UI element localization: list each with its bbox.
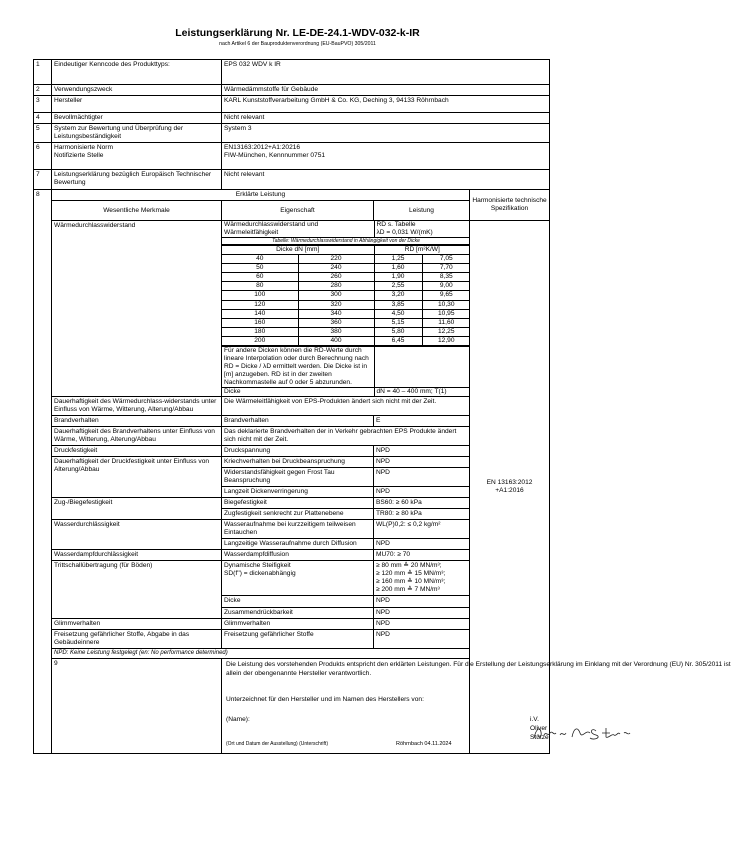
place-date-label: (Ort und Datum der Ausstellung) (Unterschrift) bbox=[226, 740, 328, 747]
leist-steifigkeit-3: ≥ 160 mm ≙ 10 MN/m³; bbox=[376, 578, 446, 586]
thickness-cell: 9,00 bbox=[422, 282, 470, 291]
section-8-number: 8 bbox=[34, 190, 52, 754]
row-1-label: Eindeutiger Kenncode des Produkttyps: bbox=[52, 60, 222, 85]
thickness-cell: 3,20 bbox=[374, 291, 422, 300]
col-header-eigenschaft: Eigenschaft bbox=[222, 201, 374, 221]
leist-steifigkeit-4: ≥ 200 mm ≙ 7 MN/m³ bbox=[376, 586, 440, 594]
leist-wasser-lang: NPD bbox=[374, 539, 470, 550]
merkmal-dauer-druck: Dauerhaftigkeit der Druckfestigkeit unter Einfluss von Alterung/Abbau bbox=[52, 457, 222, 498]
merkmal-wasser: Wasserdurchlässigkeit bbox=[52, 520, 222, 550]
merkmal-waermedurchlass: Wärmedurchlasswiderstand bbox=[52, 221, 222, 397]
eig-tritt-dicke: Dicke bbox=[222, 596, 374, 607]
thickness-row bbox=[222, 300, 470, 309]
leist-steifigkeit-1: ≥ 80 mm ≙ 20 MN/m³; bbox=[376, 562, 442, 570]
eig-zusammendrueck: Zusammendrückbarkeit bbox=[222, 607, 374, 618]
thickness-row bbox=[222, 282, 470, 291]
eig-steifigkeit: Dynamische Steifigkeit bbox=[224, 562, 291, 570]
signature-icon bbox=[530, 723, 650, 743]
thickness-cell: 400 bbox=[298, 336, 374, 345]
eig-dicke: Dicke bbox=[222, 387, 374, 396]
npd-note-row bbox=[34, 648, 550, 658]
row-4: 4 Bevollmächtigter Nicht relevant bbox=[34, 113, 550, 124]
thickness-cell: 1,90 bbox=[374, 273, 422, 282]
merkmal-dampf: Wasserdampfdurchlässigkeit bbox=[52, 550, 222, 561]
place-date-value: Röhrnbach 04.11.2024 bbox=[396, 740, 452, 747]
section-8-title-row bbox=[34, 190, 550, 201]
merkmal-zug: Zug-/Biegefestigkeit bbox=[52, 498, 222, 520]
merkmal-gefahr: Freisetzung gefährlicher Stoffe, Abgabe in das Gebäudeinnere bbox=[52, 629, 222, 648]
section-9-number: 9 bbox=[52, 658, 222, 753]
eig-steifigkeit-sd: SD(f'') = dickenabhängig bbox=[224, 570, 296, 578]
merkmal-druck: Druckfestigkeit bbox=[52, 446, 222, 457]
leist-zugfestigkeit: TR80: ≥ 80 kPa bbox=[374, 509, 470, 520]
eig-glimm: Glimmverhalten bbox=[222, 618, 374, 629]
leist-frost: NPD bbox=[374, 468, 470, 487]
npd-note: NPD: Keine Leistung festgelegt (en: No performance determined) bbox=[52, 648, 550, 658]
thickness-cell: 1,60 bbox=[374, 264, 422, 273]
leist-biege: BS60: ≥ 60 kPa bbox=[374, 498, 470, 509]
section-9-text: Die Leistung des vorstehenden Produkts entspricht den erklärten Leistungen. Für die Erstellung der Leistungserklärung im Einklang mit der Verordnung (EU) Nr. 305/2011 ist allein der obengenannte Hersteller verantwortlich. bbox=[226, 660, 731, 677]
row-2-value: Wärmedämmstoffe für Gebäude bbox=[222, 85, 550, 96]
row-2: 2 Verwendungszweck Wärmedämmstoffe für Gebäude bbox=[34, 85, 550, 96]
row-3: 3 Hersteller KARL Kunststoffverarbeitung GmbH & Co. KG, Deching 3, 94133 Röhrnbach bbox=[34, 96, 550, 113]
thickness-cell: 12,90 bbox=[422, 336, 470, 345]
row-7: 7 Leistungserklärung bezüglich Europäisch Technischer Bewertung Nicht relevant bbox=[34, 170, 550, 190]
eig-wasser-kurz: Wasseraufnahme bei kurzzeitigem teilweisen Eintauchen bbox=[222, 520, 374, 539]
thickness-cell: 160 bbox=[222, 318, 298, 327]
thickness-cell: 300 bbox=[298, 291, 374, 300]
thickness-cell: 380 bbox=[298, 327, 374, 336]
thickness-cell: 340 bbox=[298, 309, 374, 318]
thickness-cell: 5,80 bbox=[374, 327, 422, 336]
merkmal-glimm: Glimmverhalten bbox=[52, 618, 222, 629]
row-1-value: EPS 032 WDV k IR bbox=[222, 60, 550, 85]
leist-gefahr: NPD bbox=[374, 629, 470, 648]
section-9-row bbox=[34, 658, 550, 753]
row-1: 1 Eindeutiger Kenncode des Produkttyps: EPS 032 WDV k IR bbox=[34, 60, 550, 85]
row-4-label: Bevollmächtigter bbox=[52, 113, 222, 124]
thickness-note: Für andere Dicken können die RD-Werte durch lineare Interpolation oder durch Berechnung nach RD = Dicke / λD ermittelt werden. Die Dicke ist in [m] anzugeben. RD ist in der zweiten Nachkommastelle auf 0 oder 5 abzurunden. bbox=[222, 346, 374, 387]
thickness-cell: 9,65 bbox=[422, 291, 470, 300]
name-label: (Name): bbox=[226, 715, 250, 723]
text-dauerhaft-wd: Die Wärmeleitfähigkeit von EPS-Produkten ändert sich nicht mit der Zeit. bbox=[222, 396, 470, 415]
eig-brand: Brandverhalten bbox=[222, 415, 374, 426]
thickness-col-rd: RD [m²K/W] bbox=[374, 246, 470, 255]
leist-lambda: λD = 0,031 W/(mK) bbox=[376, 229, 433, 237]
thickness-cell: 360 bbox=[298, 318, 374, 327]
eig-frost: Widerstandsfähigkeit gegen Frost Tau Beanspruchung bbox=[222, 468, 374, 487]
col-header-merkmale: Wesentliche Merkmale bbox=[52, 201, 222, 221]
thickness-cell: 5,15 bbox=[374, 318, 422, 327]
eig-wasser-lang: Langzeitige Wasseraufnahme durch Diffusion bbox=[222, 539, 374, 550]
leist-steifigkeit-2: ≥ 120 mm ≙ 15 MN/m³; bbox=[376, 570, 446, 578]
leist-tritt-dicke: NPD bbox=[374, 596, 470, 607]
thickness-cell: 8,35 bbox=[422, 273, 470, 282]
col-header-spez: Harmonisierte technische Spezifikation bbox=[470, 190, 550, 221]
thickness-cell: 280 bbox=[298, 282, 374, 291]
eig-biege: Biegefestigkeit bbox=[222, 498, 374, 509]
row-6-value-stelle: FIW-München, Kennnummer 0751 bbox=[224, 152, 326, 160]
thickness-row bbox=[222, 318, 470, 327]
waermedurchlass-detail bbox=[222, 221, 470, 396]
waermedurchlass-row bbox=[34, 221, 550, 397]
thickness-cell: 50 bbox=[222, 264, 298, 273]
row-4-value: Nicht relevant bbox=[222, 113, 550, 124]
signed-for: Unterzeichnet für den Hersteller und im Namen des Herstellers von: bbox=[226, 695, 424, 703]
row-3-value: KARL Kunststoffverarbeitung GmbH & Co. KG, Deching 3, 94133 Röhrnbach bbox=[222, 96, 550, 113]
thickness-cell: 180 bbox=[222, 327, 298, 336]
thickness-cell: 7,70 bbox=[422, 264, 470, 273]
row-5-value: System 3 bbox=[222, 124, 550, 143]
row-7-label: Leistungserklärung bezüglich Europäisch Technischer Bewertung bbox=[52, 170, 222, 190]
row-6-value-norm: EN13163:2012+A1:20216 bbox=[224, 144, 301, 152]
thickness-row bbox=[222, 273, 470, 282]
thickness-cell: 2,55 bbox=[374, 282, 422, 291]
name-value: i.V. Oliver Stütze bbox=[530, 715, 549, 741]
thickness-cell: 11,60 bbox=[422, 318, 470, 327]
leist-glimm: NPD bbox=[374, 618, 470, 629]
thickness-row bbox=[222, 336, 470, 345]
leist-rd: RD s. Tabelle bbox=[376, 221, 416, 229]
thickness-cell: 200 bbox=[222, 336, 298, 345]
thickness-row bbox=[222, 327, 470, 336]
leist-langzeit-dicke: NPD bbox=[374, 487, 470, 498]
eig-langzeit-dicke: Langzeit Dickenverringerung bbox=[222, 487, 374, 498]
merkmal-tritt: Trittschallübertragung (für Böden) bbox=[52, 561, 222, 618]
eig-gefahr: Freisetzung gefährlicher Stoffe bbox=[222, 629, 374, 648]
section-8-title: Erklärte Leistung bbox=[52, 190, 470, 201]
thickness-cell: 10,30 bbox=[422, 300, 470, 309]
eig-druck: Druckspannung bbox=[222, 446, 374, 457]
leist-dicke: dN = 40 – 400 mm; T(1) bbox=[374, 387, 470, 396]
thickness-cell: 100 bbox=[222, 291, 298, 300]
thickness-table bbox=[222, 245, 470, 345]
page-subtitle: nach Artikel 6 der Bauproduktenverordnung (EU-BauPVO) 305/2011 bbox=[219, 41, 376, 47]
merkmal-dauer-brand: Dauerhaftigkeit des Brandverhaltens unter Einfluss von Wärme, Witterung, Alterung/Abbau bbox=[52, 426, 222, 445]
thickness-cell: 140 bbox=[222, 309, 298, 318]
thickness-cell: 12,25 bbox=[422, 327, 470, 336]
thickness-cell: 260 bbox=[298, 273, 374, 282]
text-dauer-brand: Das deklarierte Brandverhalten der in Verkehr gebrachten EPS Produkte ändert sich nicht mit der Zeit. bbox=[222, 426, 470, 445]
thickness-cell: 10,95 bbox=[422, 309, 470, 318]
thickness-cell: 60 bbox=[222, 273, 298, 282]
eig-waermedurchlass: Wärmedurchlasswiderstand und Wärmeleitfähigkeit bbox=[222, 221, 374, 238]
row-7-value: Nicht relevant bbox=[222, 170, 550, 190]
row-2-label: Verwendungszweck bbox=[52, 85, 222, 96]
thickness-table-caption: Tabelle: Wärmedurchlasswiderstand in Abhängigkeit von der Dicke bbox=[222, 238, 470, 245]
thickness-row bbox=[222, 255, 470, 264]
row-6: 6 Harmonisierte Norm Notifizierte Stelle EN13163:2012+A1:20216 FIW-München, Kennnummer 0751 bbox=[34, 143, 550, 170]
leist-brand: E bbox=[374, 415, 470, 426]
thickness-cell: 220 bbox=[298, 255, 374, 264]
row-6-label-norm: Harmonisierte Norm bbox=[54, 144, 113, 152]
eig-kriech: Kriechverhalten bei Druckbeanspruchung bbox=[222, 457, 374, 468]
thickness-col-dicke: Dicke dN [mm] bbox=[222, 246, 374, 255]
merkmal-dauerhaft-wd: Dauerhaftigkeit des Wärmedurchlass-widerstands unter Einfluss von Wärme, Witterung, Alterung/Abbau bbox=[52, 396, 222, 415]
thickness-cell: 240 bbox=[298, 264, 374, 273]
leist-dampf: MU70: ≥ 70 bbox=[374, 550, 470, 561]
thickness-cell: 4,50 bbox=[374, 309, 422, 318]
thickness-cell: 7,05 bbox=[422, 255, 470, 264]
eig-zugfestigkeit: Zugfestigkeit senkrecht zur Plattenebene bbox=[222, 509, 374, 520]
leist-zusammendrueck: NPD bbox=[374, 607, 470, 618]
col-header-leistung: Leistung bbox=[374, 201, 470, 221]
thickness-cell: 80 bbox=[222, 282, 298, 291]
thickness-cell: 320 bbox=[298, 300, 374, 309]
leist-wasser-kurz: WL(P)0,2: ≤ 0,2 kg/m² bbox=[374, 520, 470, 539]
thickness-cell: 3,85 bbox=[374, 300, 422, 309]
row-5-label: System zur Bewertung und Überprüfung der Leistungsbeständigkeit bbox=[52, 124, 222, 143]
merkmal-brand: Brandverhalten bbox=[52, 415, 222, 426]
declaration-table bbox=[33, 59, 731, 754]
thickness-row bbox=[222, 309, 470, 318]
row-3-label: Hersteller bbox=[52, 96, 222, 113]
thickness-cell: 1,25 bbox=[374, 255, 422, 264]
thickness-row bbox=[222, 291, 470, 300]
page-title: Leistungserklärung Nr. LE-DE-24.1-WDV-032-k-IR bbox=[175, 27, 420, 39]
thickness-cell: 40 bbox=[222, 255, 298, 264]
spez-value: EN 13163:2012 +A1:2016 bbox=[470, 221, 550, 754]
row-6-label-stelle: Notifizierte Stelle bbox=[54, 152, 104, 160]
thickness-cell: 6,45 bbox=[374, 336, 422, 345]
thickness-cell: 120 bbox=[222, 300, 298, 309]
leist-kriech: NPD bbox=[374, 457, 470, 468]
thickness-row bbox=[222, 264, 470, 273]
row-5: 5 System zur Bewertung und Überprüfung der Leistungsbeständigkeit System 3 bbox=[34, 124, 550, 143]
eig-dampf: Wasserdampfdiffusion bbox=[222, 550, 374, 561]
leist-druck: NPD bbox=[374, 446, 470, 457]
